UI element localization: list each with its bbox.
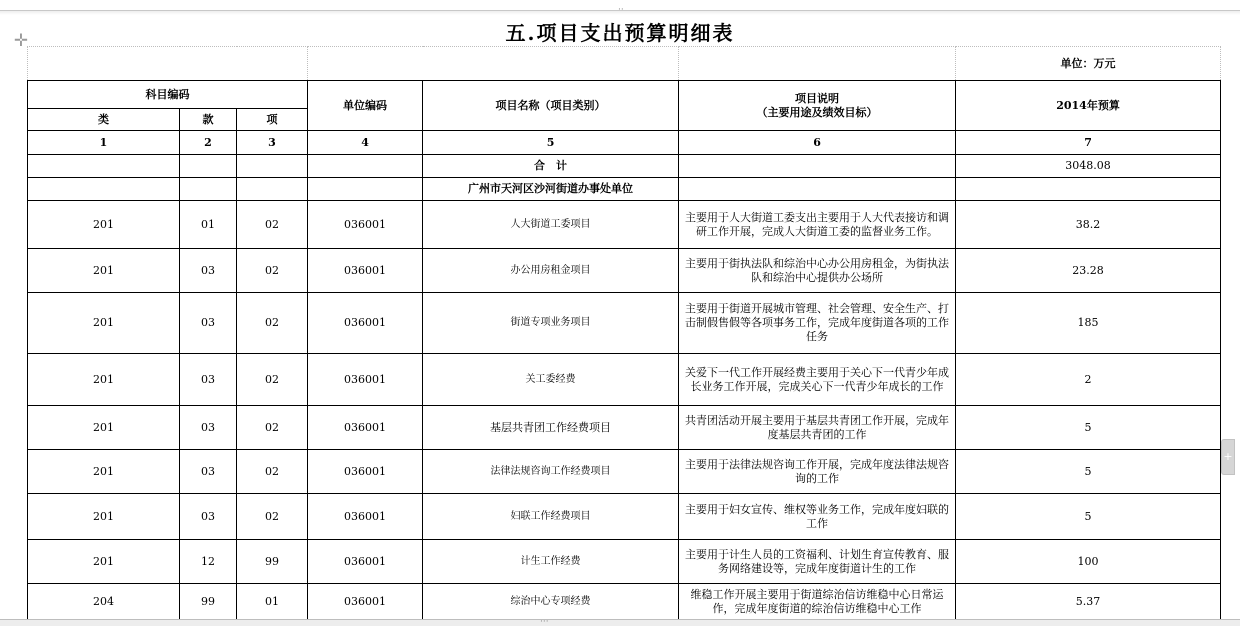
project-name-cell: 街道专项业务项目 — [423, 293, 679, 354]
budget-cell: 2 — [956, 354, 1221, 406]
class-cell: 201 — [28, 249, 180, 293]
unit-code-cell: 036001 — [308, 201, 423, 249]
section-cell: 03 — [180, 354, 237, 406]
table-move-handle-icon[interactable]: ✛ — [13, 31, 29, 51]
project-name-cell: 基层共青团工作经费项目 — [423, 406, 679, 450]
item-cell: 02 — [237, 249, 308, 293]
item-cell: 02 — [237, 406, 308, 450]
section-cell: 03 — [180, 293, 237, 354]
unit-code-cell: 036001 — [308, 450, 423, 494]
class-cell: 201 — [28, 293, 180, 354]
project-desc-cell: 主要用于街道开展城市管理、社会管理、安全生产、打击制假售假等各项事务工作，完成年度街道各项的工作任务 — [679, 293, 956, 354]
budget-cell: 5 — [956, 494, 1221, 540]
budget-cell: 5.37 — [956, 584, 1221, 620]
project-name-cell: 办公用房租金项目 — [423, 249, 679, 293]
project-desc-cell: 主要用于法律法规咨询工作开展，完成年度法律法规咨询的工作 — [679, 450, 956, 494]
col-number: 2 — [180, 131, 237, 155]
total-label: 合 计 — [423, 155, 679, 178]
project-desc-cell: 维稳工作开展主要用于街道综治信访维稳中心日常运作，完成年度街道的综治信访维稳中心工作 — [679, 584, 956, 620]
item-cell: 99 — [237, 540, 308, 584]
budget-cell: 5 — [956, 406, 1221, 450]
item-cell: 02 — [237, 354, 308, 406]
table-row — [28, 450, 1221, 494]
project-desc-cell: 主要用于妇女宣传、维权等业务工作，完成年度妇联的工作 — [679, 494, 956, 540]
header-row-1 — [28, 81, 1221, 109]
unit-name: 广州市天河区沙河街道办事处单位 — [423, 178, 679, 201]
unit-code-header: 单位编码 — [308, 81, 423, 131]
table-row — [28, 406, 1221, 450]
project-name-cell: 法律法规咨询工作经费项目 — [423, 450, 679, 494]
budget-table — [27, 46, 1221, 620]
project-name-header: 项目名称（项目类别） — [423, 81, 679, 131]
col-number: 3 — [237, 131, 308, 155]
budget-cell: 185 — [956, 293, 1221, 354]
unit-code-cell: 036001 — [308, 540, 423, 584]
section-cell: 12 — [180, 540, 237, 584]
bottom-drag-handle-icon[interactable]: ··· — [540, 617, 549, 627]
class-cell: 201 — [28, 494, 180, 540]
total-value: 3048.08 — [956, 155, 1221, 178]
class-cell: 204 — [28, 584, 180, 620]
table-row — [28, 201, 1221, 249]
project-desc-header — [679, 81, 956, 131]
project-desc-cell: 主要用于人大街道工委支出主要用于人大代表接访和调研工作开展，完成人大街道工委的监督业务工作。 — [679, 201, 956, 249]
col-number: 1 — [28, 131, 180, 155]
col-number: 5 — [423, 131, 679, 155]
col-number: 4 — [308, 131, 423, 155]
class-cell: 201 — [28, 540, 180, 584]
section-cell: 01 — [180, 201, 237, 249]
page-title: 五.项目支出预算明细表 — [505, 21, 735, 45]
budget-cell: 5 — [956, 450, 1221, 494]
col-number: 6 — [679, 131, 956, 155]
column-number-row — [28, 131, 1221, 155]
col-number: 7 — [956, 131, 1221, 155]
project-name-cell: 关工委经费 — [423, 354, 679, 406]
section-cell: 03 — [180, 249, 237, 293]
unit-row — [28, 47, 1221, 81]
unit-name-row — [28, 178, 1221, 201]
project-name-cell: 妇联工作经费项目 — [423, 494, 679, 540]
table-row — [28, 584, 1221, 620]
project-desc-header-line1: 项目说明 — [795, 91, 840, 105]
item-cell: 02 — [237, 293, 308, 354]
class-cell: 201 — [28, 406, 180, 450]
project-desc-cell: 主要用于计生人员的工资福利、计划生育宣传教育、服务网络建设等，完成年度街道计生的工作 — [679, 540, 956, 584]
project-desc-cell: 共青团活动开展主要用于基层共青团工作开展，完成年度基层共青团的工作 — [679, 406, 956, 450]
section-cell: 99 — [180, 584, 237, 620]
total-row — [28, 155, 1221, 178]
side-panel-expand-icon[interactable]: + — [1221, 439, 1235, 475]
top-drag-handle-icon[interactable]: ·· — [618, 5, 624, 15]
class-cell: 201 — [28, 354, 180, 406]
project-name-cell: 人大街道工委项目 — [423, 201, 679, 249]
table-row — [28, 293, 1221, 354]
section-cell: 03 — [180, 450, 237, 494]
item-cell: 02 — [237, 494, 308, 540]
budget-2014-header: 2014年预算 — [956, 81, 1221, 131]
project-desc-cell: 关爱下一代工作开展经费主要用于关心下一代青少年成长业务工作开展，完成关心下一代青少年成长的工作 — [679, 354, 956, 406]
item-header: 项 — [237, 109, 308, 131]
item-cell: 02 — [237, 450, 308, 494]
section-cell: 03 — [180, 406, 237, 450]
unit-code-cell: 036001 — [308, 293, 423, 354]
budget-cell: 100 — [956, 540, 1221, 584]
table-row — [28, 494, 1221, 540]
class-cell: 201 — [28, 450, 180, 494]
unit-label: 单位：万元 — [956, 47, 1221, 81]
section-cell: 03 — [180, 494, 237, 540]
section-header: 款 — [180, 109, 237, 131]
unit-code-cell: 036001 — [308, 354, 423, 406]
subject-code-header: 科目编码 — [28, 81, 308, 109]
unit-code-cell: 036001 — [308, 406, 423, 450]
class-cell: 201 — [28, 201, 180, 249]
project-name-cell: 综治中心专项经费 — [423, 584, 679, 620]
project-name-cell: 计生工作经费 — [423, 540, 679, 584]
table-row — [28, 540, 1221, 584]
budget-cell: 23.28 — [956, 249, 1221, 293]
table-row — [28, 354, 1221, 406]
item-cell: 02 — [237, 201, 308, 249]
unit-code-cell: 036001 — [308, 494, 423, 540]
project-desc-header-line2: （主要用途及绩效目标） — [756, 105, 878, 119]
class-header: 类 — [28, 109, 180, 131]
project-desc-cell: 主要用于街执法队和综治中心办公用房租金，为街执法队和综治中心提供办公场所 — [679, 249, 956, 293]
table-row — [28, 249, 1221, 293]
unit-code-cell: 036001 — [308, 249, 423, 293]
unit-code-cell: 036001 — [308, 584, 423, 620]
budget-cell: 38.2 — [956, 201, 1221, 249]
item-cell: 01 — [237, 584, 308, 620]
